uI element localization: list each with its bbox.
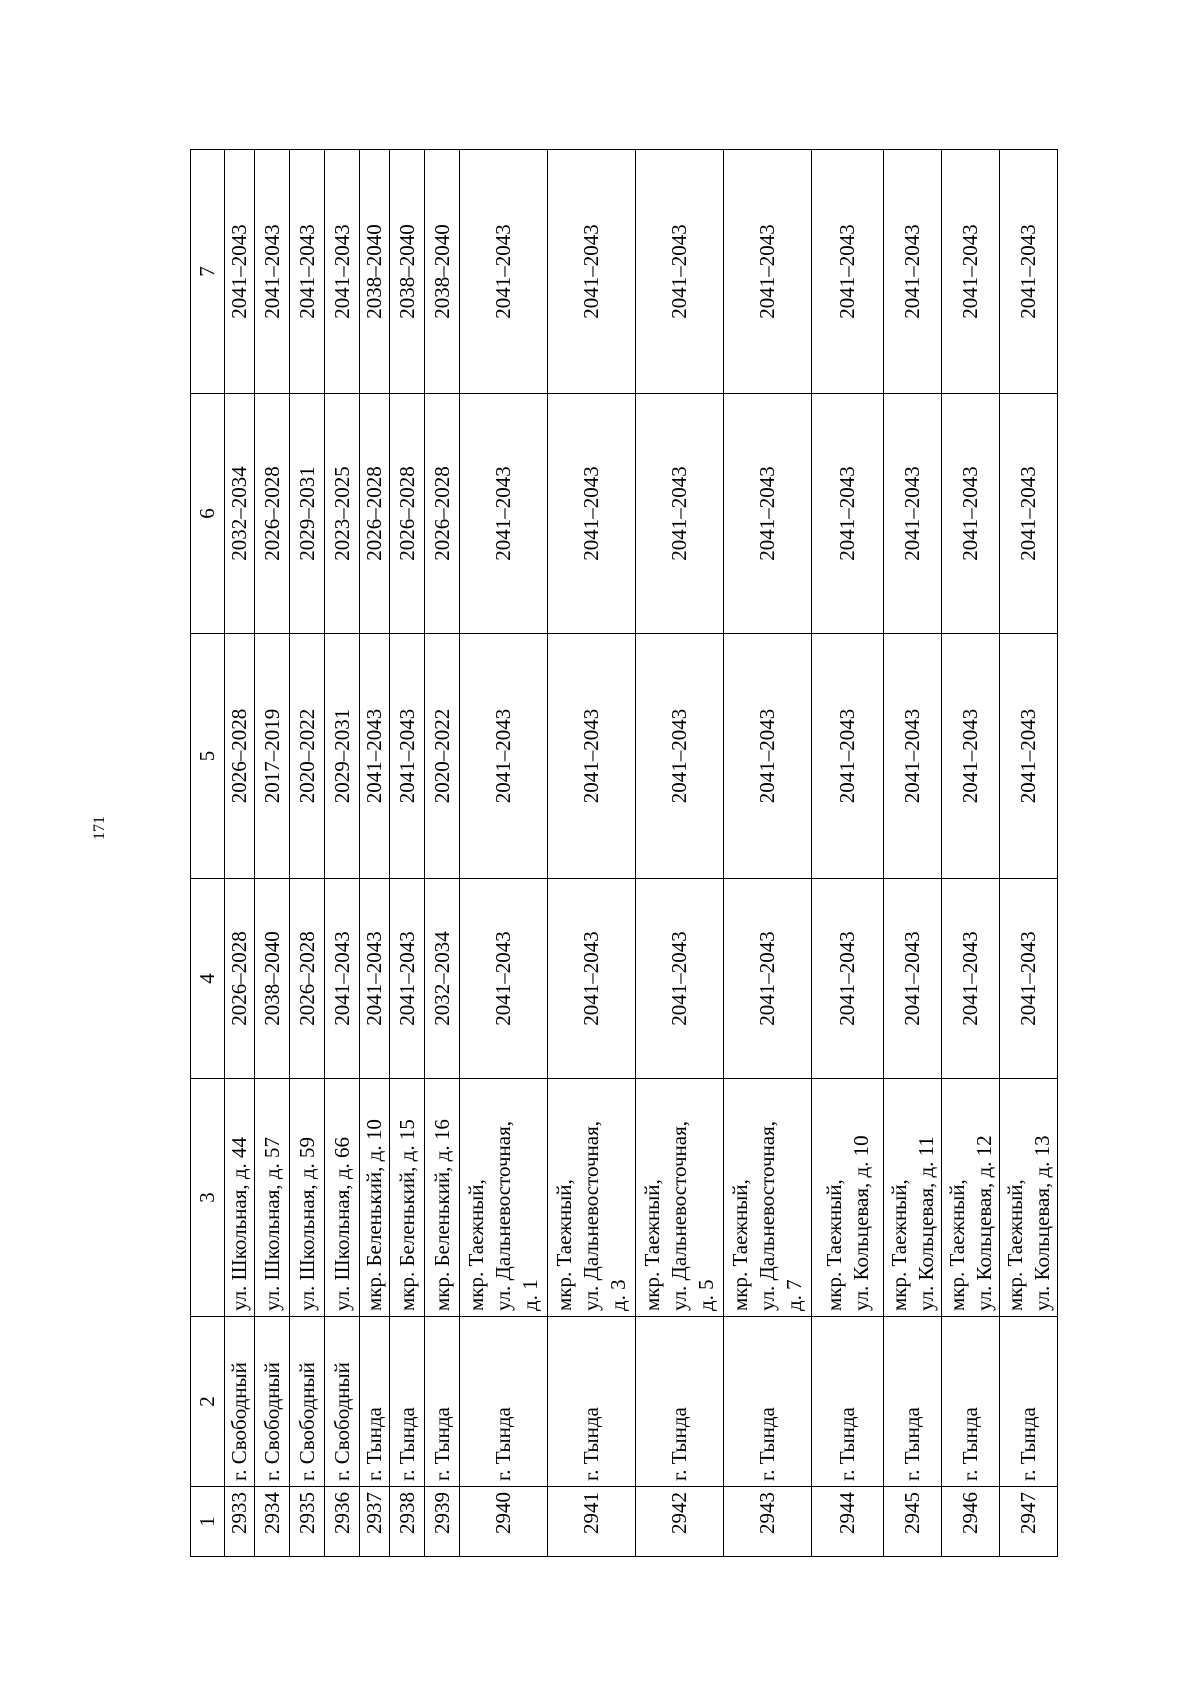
table-row <box>812 150 884 1557</box>
period-cell-5: 2020–2022 <box>290 634 325 879</box>
period-cell-5: 2041–2043 <box>548 634 636 879</box>
row-number: 2944 <box>812 1487 884 1557</box>
address-cell: мкр. Таежный, ул. Дальневосточная, д. 7 <box>724 1079 812 1317</box>
period-cell-5: 2041–2043 <box>636 634 724 879</box>
period-cell-7: 2041–2043 <box>1000 150 1058 394</box>
address-cell: мкр. Таежный, ул. Дальневосточная, д. 1 <box>460 1079 548 1317</box>
row-number: 2934 <box>255 1487 290 1557</box>
row-number: 2938 <box>390 1487 425 1557</box>
period-cell-5: 2017–2019 <box>255 634 290 879</box>
page-number: 171 <box>91 816 108 840</box>
period-cell-7: 2041–2043 <box>812 150 884 394</box>
table-row <box>425 150 460 1557</box>
row-number: 2936 <box>325 1487 360 1557</box>
city-cell: г. Тында <box>425 1317 460 1487</box>
row-number: 2937 <box>360 1487 390 1557</box>
city-cell: г. Тында <box>548 1317 636 1487</box>
period-cell-4: 2026–2028 <box>290 879 325 1079</box>
period-cell-4: 2041–2043 <box>724 879 812 1079</box>
address-cell: мкр. Беленький, д. 16 <box>425 1079 460 1317</box>
period-cell-5: 2041–2043 <box>1000 634 1058 879</box>
row-number: 2945 <box>884 1487 942 1557</box>
city-cell: г. Тында <box>1000 1317 1058 1487</box>
table-row <box>325 150 360 1557</box>
period-cell-7: 2041–2043 <box>255 150 290 394</box>
table-row <box>290 150 325 1557</box>
period-cell-7: 2038–2040 <box>390 150 425 394</box>
period-cell-4: 2041–2043 <box>360 879 390 1079</box>
period-cell-4: 2041–2043 <box>636 879 724 1079</box>
period-cell-7: 2041–2043 <box>884 150 942 394</box>
column-header-3: 3 <box>191 1079 225 1317</box>
period-cell-5: 2041–2043 <box>724 634 812 879</box>
period-cell-4: 2041–2043 <box>942 879 1000 1079</box>
period-cell-4: 2041–2043 <box>460 879 548 1079</box>
column-header-2: 2 <box>191 1317 225 1487</box>
period-cell-7: 2041–2043 <box>548 150 636 394</box>
table-row <box>225 150 255 1557</box>
address-cell: мкр. Таежный, ул. Дальневосточная, д. 3 <box>548 1079 636 1317</box>
period-cell-5: 2029–2031 <box>325 634 360 879</box>
row-number: 2933 <box>225 1487 255 1557</box>
period-cell-6: 2029–2031 <box>290 394 325 634</box>
period-cell-6: 2026–2028 <box>390 394 425 634</box>
row-number: 2939 <box>425 1487 460 1557</box>
column-header-5: 5 <box>191 634 225 879</box>
table-body <box>225 150 1058 1557</box>
column-header-4: 4 <box>191 879 225 1079</box>
column-header-7: 7 <box>191 150 225 394</box>
period-cell-4: 2041–2043 <box>884 879 942 1079</box>
city-cell: г. Свободный <box>225 1317 255 1487</box>
address-cell: мкр. Таежный, ул. Кольцевая, д. 10 <box>812 1079 884 1317</box>
table-row <box>942 150 1000 1557</box>
period-cell-6: 2041–2043 <box>942 394 1000 634</box>
city-cell: г. Тында <box>636 1317 724 1487</box>
period-cell-5: 2041–2043 <box>360 634 390 879</box>
period-cell-7: 2041–2043 <box>942 150 1000 394</box>
city-cell: г. Тында <box>942 1317 1000 1487</box>
period-cell-7: 2041–2043 <box>636 150 724 394</box>
period-cell-6: 2041–2043 <box>548 394 636 634</box>
row-number: 2941 <box>548 1487 636 1557</box>
period-cell-4: 2041–2043 <box>812 879 884 1079</box>
period-cell-7: 2041–2043 <box>225 150 255 394</box>
address-cell: мкр. Беленький, д. 15 <box>390 1079 425 1317</box>
period-cell-4: 2032–2034 <box>425 879 460 1079</box>
table-row <box>360 150 390 1557</box>
table-row <box>255 150 290 1557</box>
address-cell: мкр. Таежный, ул. Кольцевая, д. 11 <box>884 1079 942 1317</box>
city-cell: г. Тында <box>360 1317 390 1487</box>
table-row <box>460 150 548 1557</box>
period-cell-5: 2020–2022 <box>425 634 460 879</box>
table-row <box>884 150 942 1557</box>
address-cell: мкр. Таежный, ул. Кольцевая, д. 13 <box>1000 1079 1058 1317</box>
table-row <box>390 150 425 1557</box>
row-number: 2942 <box>636 1487 724 1557</box>
period-cell-6: 2032–2034 <box>225 394 255 634</box>
column-header-6: 6 <box>191 394 225 634</box>
row-number: 2940 <box>460 1487 548 1557</box>
period-cell-7: 2041–2043 <box>290 150 325 394</box>
schedule-table-container <box>190 150 1058 1557</box>
address-cell: мкр. Таежный, ул. Дальневосточная, д. 5 <box>636 1079 724 1317</box>
city-cell: г. Тында <box>724 1317 812 1487</box>
period-cell-6: 2041–2043 <box>1000 394 1058 634</box>
period-cell-5: 2041–2043 <box>884 634 942 879</box>
schedule-table <box>190 149 1058 1557</box>
period-cell-6: 2041–2043 <box>724 394 812 634</box>
row-number: 2943 <box>724 1487 812 1557</box>
city-cell: г. Тында <box>460 1317 548 1487</box>
period-cell-7: 2041–2043 <box>724 150 812 394</box>
period-cell-5: 2041–2043 <box>390 634 425 879</box>
period-cell-6: 2041–2043 <box>460 394 548 634</box>
address-cell: ул. Школьная, д. 44 <box>225 1079 255 1317</box>
period-cell-4: 2041–2043 <box>548 879 636 1079</box>
period-cell-5: 2026–2028 <box>225 634 255 879</box>
city-cell: г. Тында <box>884 1317 942 1487</box>
city-cell: г. Свободный <box>255 1317 290 1487</box>
city-cell: г. Тында <box>812 1317 884 1487</box>
period-cell-4: 2038–2040 <box>255 879 290 1079</box>
table-row <box>548 150 636 1557</box>
address-cell: ул. Школьная, д. 66 <box>325 1079 360 1317</box>
period-cell-4: 2026–2028 <box>225 879 255 1079</box>
address-cell: мкр. Таежный, ул. Кольцевая, д. 12 <box>942 1079 1000 1317</box>
city-cell: г. Тында <box>390 1317 425 1487</box>
city-cell: г. Свободный <box>325 1317 360 1487</box>
period-cell-6: 2041–2043 <box>812 394 884 634</box>
period-cell-7: 2041–2043 <box>460 150 548 394</box>
header-row <box>191 150 225 1557</box>
row-number: 2947 <box>1000 1487 1058 1557</box>
period-cell-5: 2041–2043 <box>812 634 884 879</box>
table-row <box>636 150 724 1557</box>
period-cell-7: 2041–2043 <box>325 150 360 394</box>
address-cell: ул. Школьная, д. 59 <box>290 1079 325 1317</box>
period-cell-7: 2038–2040 <box>360 150 390 394</box>
period-cell-5: 2041–2043 <box>460 634 548 879</box>
column-header-1: 1 <box>191 1487 225 1557</box>
period-cell-6: 2041–2043 <box>884 394 942 634</box>
period-cell-4: 2041–2043 <box>325 879 360 1079</box>
city-cell: г. Свободный <box>290 1317 325 1487</box>
period-cell-6: 2026–2028 <box>360 394 390 634</box>
period-cell-6: 2026–2028 <box>255 394 290 634</box>
row-number: 2935 <box>290 1487 325 1557</box>
period-cell-4: 2041–2043 <box>390 879 425 1079</box>
period-cell-4: 2041–2043 <box>1000 879 1058 1079</box>
period-cell-6: 2026–2028 <box>425 394 460 634</box>
table-row <box>724 150 812 1557</box>
period-cell-7: 2038–2040 <box>425 150 460 394</box>
table-row <box>1000 150 1058 1557</box>
address-cell: ул. Школьная, д. 57 <box>255 1079 290 1317</box>
period-cell-5: 2041–2043 <box>942 634 1000 879</box>
address-cell: мкр. Беленький, д. 10 <box>360 1079 390 1317</box>
row-number: 2946 <box>942 1487 1000 1557</box>
period-cell-6: 2023–2025 <box>325 394 360 634</box>
period-cell-6: 2041–2043 <box>636 394 724 634</box>
